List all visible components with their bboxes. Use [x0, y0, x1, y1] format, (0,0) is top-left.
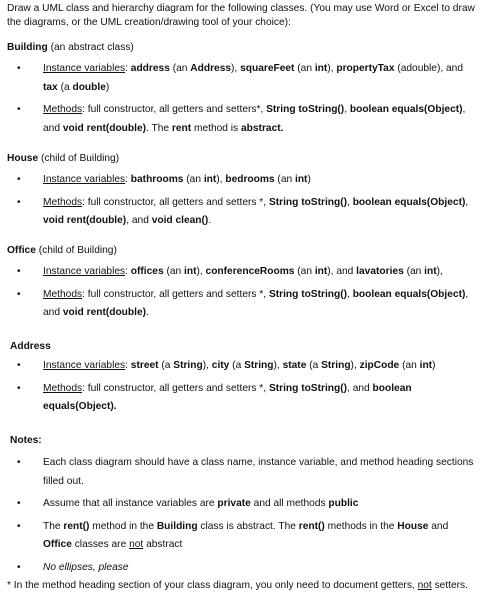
class-name: Office [7, 245, 36, 256]
instance-variables-item: • Instance variables: street (a String), city (a String), state (a String), zipCode (an int) [7, 357, 496, 376]
section-heading [7, 151, 493, 167]
methods-item: • Methods: full constructor, all getters and setters*, String toString(), boolean equals(Object), and void rent(double). The rent method is abstract. [7, 101, 493, 138]
instance-variables-label: Instance variables [43, 174, 126, 185]
bullet-list [7, 454, 496, 577]
notes-section [10, 433, 496, 581]
intro-line: Draw a UML class and hierarchy diagram for the following classes. (You may use Word or Excel to draw [7, 3, 475, 14]
house-section [7, 151, 493, 235]
class-note: (child of Building) [35, 245, 117, 256]
methods-label: Methods [43, 196, 83, 208]
methods-item: • Methods: full constructor, all getters and setters *, String toString(), boolean equals(Object), and void rent(double). [7, 286, 493, 323]
note-item: • Each class diagram should have a class name, instance variable, and method heading sections filled out. [7, 454, 496, 491]
instance-variables-label: Instance variables [43, 63, 126, 74]
office-section [7, 243, 493, 327]
methods-item: • Methods: full constructor, all getters and setters *, String toString(), and boolean equals(Object). [7, 380, 496, 417]
section-heading [10, 433, 496, 449]
bullet-list [7, 263, 493, 323]
building-section [7, 40, 493, 142]
note-item: • No ellipses, please [7, 559, 496, 578]
address-section [10, 339, 496, 421]
instance-variables-item: • Instance variables: offices (an int), conferenceRooms (an int), and lavatories (an int), [7, 263, 493, 282]
class-note: (an abstract class) [47, 42, 134, 53]
class-name: House [7, 153, 39, 164]
bullet-list [7, 357, 496, 417]
instance-variables-item: • Instance variables: bathrooms (an int), bedrooms (an int) [7, 171, 493, 190]
section-heading [10, 339, 496, 355]
note-item: • Assume that all instance variables are private and all methods public [7, 495, 496, 514]
methods-item: • Methods: full constructor, all getters and setters *, String toString(), boolean equals(Object), void rent(double), and void clean(). [7, 194, 493, 231]
instance-variables-item: • Instance variables: address (an Address), squareFeet (an int), propertyTax (adouble), and tax (a double) [7, 60, 493, 97]
instance-variables-label: Instance variables [43, 360, 126, 371]
note-item: • The rent() method in the Building class is abstract. The rent() methods in the House and Office classes are not abstract [7, 518, 496, 555]
bullet-list [7, 60, 493, 138]
class-name: Building [7, 42, 48, 53]
instance-variables-label: Instance variables [43, 266, 126, 277]
methods-label: Methods [43, 104, 83, 115]
intro-line: the diagrams, or the UML creation/drawing tool of your choice): [7, 16, 291, 28]
bullet-list [7, 171, 493, 231]
section-heading [7, 40, 493, 56]
class-name: Address [10, 341, 51, 352]
class-note: (child of Building) [38, 153, 120, 164]
methods-label: Methods [43, 382, 83, 394]
methods-label: Methods [43, 288, 83, 300]
notes-title: Notes: [10, 435, 42, 446]
footnote: * In the method heading section of your class diagram, you only need to document getters, not setters. [7, 580, 468, 591]
section-heading [7, 243, 493, 259]
intro-text [7, 2, 493, 29]
